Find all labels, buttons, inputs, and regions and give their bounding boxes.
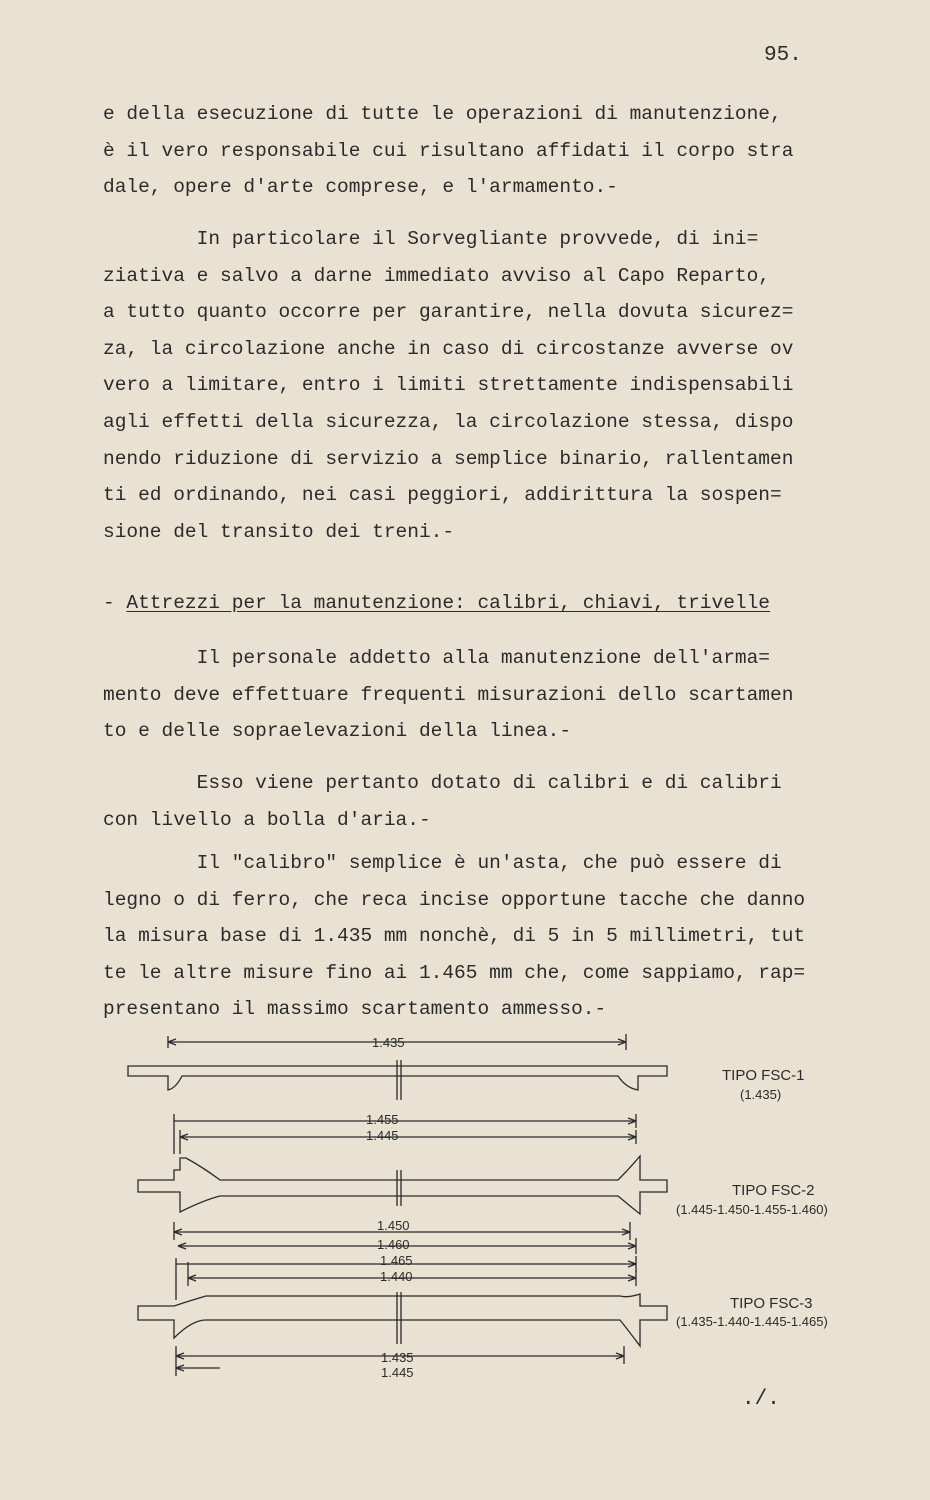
- text-line: mento deve effettuare frequenti misurazioni dello scartamen: [103, 683, 794, 706]
- text-line: con livello a bolla d'aria.-: [103, 808, 431, 831]
- fsc2-dim-1455: 1.455: [366, 1112, 399, 1127]
- fsc2-title: TIPO FSC-2: [732, 1182, 815, 1199]
- gauge-fsc1: [128, 1034, 805, 1102]
- text-line: vero a limitare, entro i limiti strettamente indispensabili: [103, 374, 794, 397]
- fsc3-subtitle: (1.435-1.440-1.445-1.465): [676, 1314, 828, 1329]
- page-number: 95.: [764, 44, 802, 67]
- text-line: Il "calibro" semplice è un'asta, che può essere di: [103, 852, 782, 874]
- fsc2-dim-1445: 1.445: [366, 1128, 399, 1143]
- paragraph-4: [103, 765, 873, 838]
- paragraph-5: [103, 845, 873, 1028]
- fsc1-subtitle: (1.435): [740, 1087, 782, 1102]
- paragraph-3: [103, 640, 873, 750]
- paragraph-1: [103, 96, 873, 206]
- text-line: Il personale addetto alla manutenzione dell'arma=: [103, 647, 771, 669]
- fsc3-dim-1465: 1.465: [380, 1253, 413, 1268]
- text-line: agli effetti della sicurezza, la circolazione stessa, dispo: [103, 410, 794, 433]
- gauge-fsc2: [138, 1112, 828, 1254]
- heading-text: Attrezzi per la manutenzione: calibri, chiavi, trivelle: [126, 592, 771, 614]
- text-line: ziativa e salvo a darne immediato avviso al Capo Reparto,: [103, 264, 771, 287]
- fsc2-dim-1450: 1.450: [377, 1218, 410, 1233]
- text-line: In particolare il Sorvegliante provvede, di ini=: [103, 228, 759, 250]
- fsc3-dim-1435: 1.435: [381, 1350, 414, 1365]
- fsc1-title: TIPO FSC-1: [722, 1067, 805, 1084]
- heading-dash: -: [103, 592, 127, 614]
- text-line: è il vero responsabile cui risultano affidati il corpo stra: [103, 139, 794, 162]
- continuation-mark: ./.: [742, 1388, 780, 1411]
- gauge-fsc3: [138, 1253, 828, 1380]
- fsc3-dim-1440: 1.440: [380, 1269, 413, 1284]
- text-line: dale, opere d'arte comprese, e l'armamento.-: [103, 176, 618, 199]
- fsc2-subtitle: (1.445-1.450-1.455-1.460): [676, 1202, 828, 1217]
- paragraph-2: [103, 221, 873, 550]
- text-line: legno o di ferro, che reca incise opportune tacche che danno: [103, 888, 806, 911]
- fsc3-title: TIPO FSC-3: [730, 1295, 813, 1312]
- text-line: Esso viene pertanto dotato di calibri e di calibri: [103, 772, 782, 794]
- text-line: presentano il massimo scartamento ammesso.-: [103, 998, 607, 1021]
- fsc2-dim-1460: 1.460: [377, 1237, 410, 1252]
- text-line: te le altre misure fino ai 1.465 mm che, come sappiamo, rap=: [103, 961, 806, 984]
- text-line: ti ed ordinando, nei casi peggiori, addirittura la sospen=: [103, 484, 782, 507]
- text-line: za, la circolazione anche in caso di circostanze avverse ov: [103, 337, 794, 360]
- text-line: nendo riduzione di servizio a semplice binario, rallentamen: [103, 447, 794, 470]
- text-line: sione del transito dei treni.-: [103, 520, 455, 543]
- section-heading: [103, 592, 770, 614]
- text-line: to e delle sopraelevazioni della linea.-: [103, 720, 572, 743]
- gauge-diagram: [100, 1030, 920, 1390]
- text-line: la misura base di 1.435 mm nonchè, di 5 in 5 millimetri, tut: [103, 925, 806, 948]
- fsc3-dim-1445: 1.445: [381, 1365, 414, 1380]
- fsc1-dim-label: 1.435: [372, 1035, 405, 1050]
- text-line: a tutto quanto occorre per garantire, nella dovuta sicurez=: [103, 301, 794, 324]
- text-line: e della esecuzione di tutte le operazioni di manutenzione,: [103, 103, 782, 125]
